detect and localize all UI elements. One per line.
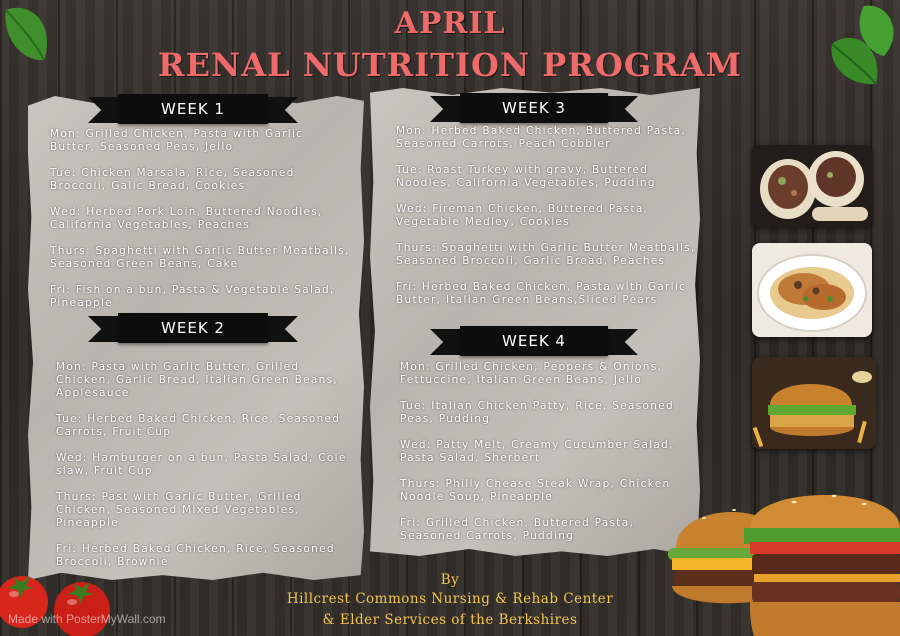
week-label: WEEK 1 [118,94,268,124]
menu-day-fri: Fri: Herbed Baked Chicken, Rice, Seasoned Broccoli, Brownie [56,543,335,568]
week-label: WEEK 3 [460,93,608,123]
menu-day-fri: Fri: Herbed Baked Chicken, Pasta with Garlic Butter, Italian Green Beans,Sliced Pears [396,281,687,306]
title-month: APRIL [394,6,506,41]
title-program: RENAL NUTRITION PROGRAM [158,46,742,84]
chicken-pasta-photo [752,243,872,337]
week-banner [88,316,298,342]
menu-day-wed: Wed: Fireman Chicken, Buttered Pasta, Vegetable Medley, Cookies [396,203,649,228]
menu-day-mon: Mon: Pasta with Garlic Butter, Grilled Chicken, Garlic Bread, Italian Green Beans, Applesauce [56,361,339,399]
week-menu [400,361,690,556]
week-menu [56,361,350,582]
wrap-sandwich-photo [752,145,872,227]
footer-by: By [440,572,460,588]
week-menu [50,128,350,323]
menu-day-wed: Wed: Hamburger on a bun, Pasta Salad, Cole slaw, Fruit Cup [56,452,347,477]
menu-day-tue: Tue: Roast Turkey with gravy, Buttered Noodles, California Vegetables, Pudding [396,164,656,189]
week-label: WEEK 2 [118,313,268,343]
menu-day-thurs: Thurs: Past with Garlic Butter, Grilled Chicken, Seasoned Mixed Vegetables, Pineapple [56,491,302,529]
footer-line-2: & Elder Services of the Berkshires [322,612,578,628]
chicken-sandwich-fries-photo [752,357,876,449]
week-banner [88,97,298,123]
week-banner [430,329,638,355]
menu-day-thurs: Thurs: Philly Chease Steak Wrap, Chicken Noodle Soup, Pineapple [400,478,671,503]
week-menu [396,125,701,320]
menu-day-mon: Mon: Herbed Baked Chicken, Buttered Pasta, Seasoned Carrots, Peach Cobbler [396,125,687,150]
menu-day-thurs: Thurs: Spaghetti with Garlic Butter Meatballs, Seasoned Broccoli, Garlic Bread, Peaches [396,242,696,267]
menu-day-wed: Wed: Patty Melt, Creamy Cucumber Salad, Pasta Salad, Sherbert [400,439,674,464]
menu-day-tue: Tue: Herbed Baked Chicken, Rice, Seasoned Carrots, Fruit Cup [56,413,341,438]
watermark: Made with PosterMyWall.com [8,612,166,626]
menu-day-thurs: Thurs: Spaghetti with Garlic Butter Meatballs, Seasoned Green Beans, Cake [50,245,350,270]
menu-day-fri: Fri: Fish on a bun, Pasta & Vegetable Salad, Pineapple [50,284,335,309]
menu-day-fri: Fri: Grilled Chicken, Buttered Pasta, Seasoned Carrots, Pudding [400,517,635,542]
menu-day-tue: Tue: Italian Chicken Patty, Rice, Seasoned Peas, Pudding [400,400,674,425]
menu-day-mon: Mon: Grilled Chicken, Pasta with Garlic Butter, Seasoned Peas, Jello [50,128,304,153]
week-label: WEEK 4 [460,326,608,356]
footer-line-1: Hillcrest Commons Nursing & Rehab Center [286,591,614,607]
menu-day-mon: Mon: Grilled Chicken, Peppers & Onions, Fettuccine, Italian Green Beans, Jello [400,361,663,386]
week-banner [430,96,638,122]
menu-day-wed: Wed: Herbed Pork Loin, Buttered Noodles, California Vegetables, Peaches [50,206,323,231]
menu-day-tue: Tue: Chicken Marsala, Rice, Seasoned Broccoli, Galic Bread, Cookies [50,167,295,192]
